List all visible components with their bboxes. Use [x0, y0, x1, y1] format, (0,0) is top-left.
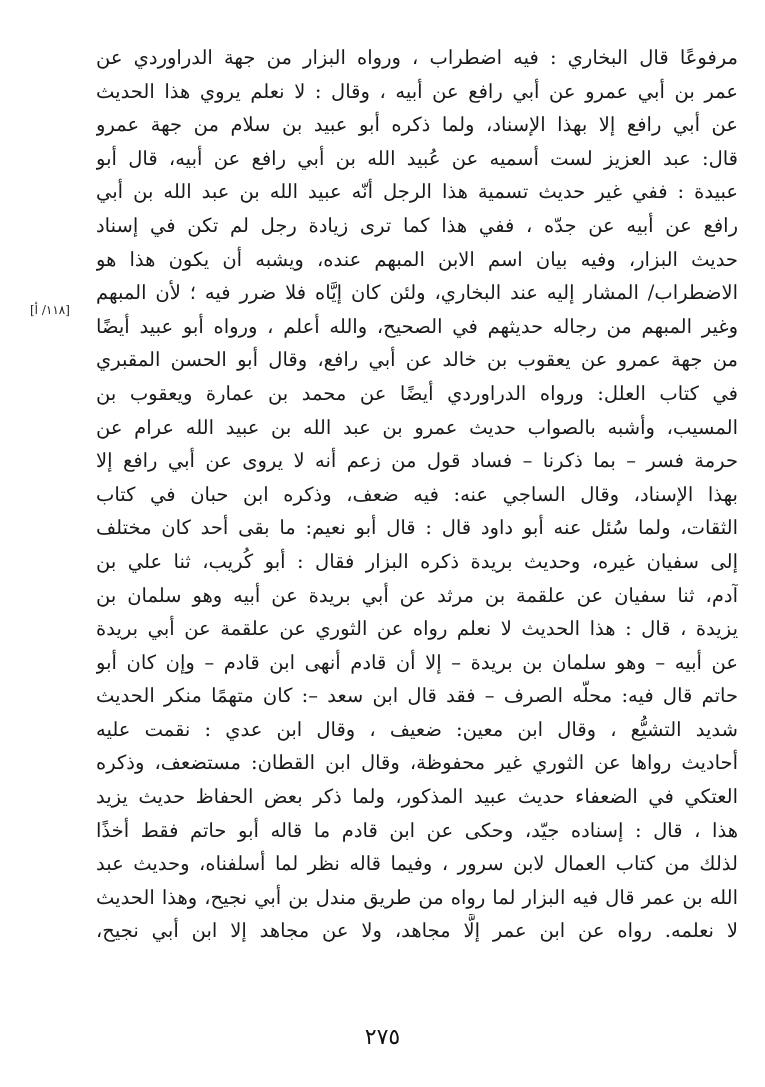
text-line: من جهة عمرو عن يعقوب بن خالد عن أبي رافع، وقال أبو الحسن المقبري — [96, 348, 738, 372]
text-line: لا نعلمه. رواه عن ابن عمر إلَّا مجاهد، ولا عن مجاهد إلا ابن أبي نجيح، — [96, 919, 738, 943]
text-line: شديد التشيُّع ، وقال ابن معين: ضعيف ، وقال ابن عدي : نقمت عليه — [96, 717, 738, 741]
text-line: بهذا الإسناد، وقال الساجي عنه: فيه ضعف، وذكره ابن حبان في كتاب — [96, 482, 738, 506]
text-line: الاضطراب/ المشار إليه عند البخاري، ولئن كان إيَّاه فلا ضرر فيه ؛ لأن المبهم — [96, 281, 738, 305]
text-line: أحاديث رواها عن الثوري غير محفوظة، وقال ابن القطان: مستضعف، وذكره — [96, 751, 738, 775]
text-line: عن أبيه – وهو سلمان بن بريدة – إلا أن قادم أنهى ابن قادم – وإن كان أبو — [96, 650, 738, 674]
text-line: قال: عبد العزيز لست أسميه عن عُبيد الله بن أبي رافع عن أبيه، قال أبو — [96, 146, 738, 170]
manuscript-folio-marker: [١١٨/ أ] — [30, 303, 70, 317]
text-line: هذا ، قال : إسناده جيّد، وحكى عن ابن قادم ما قاله أبو حاتم فقط أخذًا — [96, 818, 738, 842]
text-line: عبيدة : ففي غير حديث تسمية هذا الرجل أنّه عبيد الله بن عبد الله بن أبي — [96, 180, 738, 204]
text-line: الثقات، ولما سُئل عنه أبو داود قال : قال أبو نعيم: ما بقى أحد كان مختلف — [96, 516, 738, 540]
text-line: حديث البزار، وفيه بيان اسم الابن المبهم عنده، ويشبه أن يكون هذا هو — [96, 247, 738, 271]
text-line: لذلك من كتاب العمال لابن سرور ، وفيما قاله نظر لما أسلفناه، وحديث عبد — [96, 852, 738, 876]
text-line: المسيب، وأشبه بالصواب حديث عمرو بن عبد الله بن عبيد الله عرام عن — [96, 415, 738, 439]
text-line: إلى سفيان غيره، وحديث بريدة ذكره البزار فقال : أبو كُريب، ثنا علي بن — [96, 549, 738, 573]
text-line: وغير المبهم من رجاله حديثهم في الصحيح، والله أعلم ، ورواه أبو عبيد أيضًا — [96, 314, 738, 338]
text-line: يزيدة ، قال : هذا الحديث لا نعلم رواه عن الثوري عن علقمة عن أبي بريدة — [96, 617, 738, 641]
text-line: مرفوعًا قال البخاري : فيه اضطراب ، ورواه البزار من جهة الدراوردي عن — [96, 46, 738, 69]
text-line: حاتم قال فيه: محلّه الصرف – فقد قال ابن سعد –: كان متهمًا منكر الحديث — [96, 684, 738, 708]
text-line: حرمة فسر – بما ذكرنا – فساد قول من زعم أنه لا يروى عن أبي رافع إلا — [96, 449, 738, 473]
text-line: رافع عن أبيه عن جدّه ، ففي هذا كما ترى زيادة رجل لم تكن في إسناد — [96, 213, 738, 237]
main-text-block — [96, 41, 738, 948]
text-line: آدم، ثنا سفيان عن علقمة بن مرثد عن أبي بريدة عن أبيه وهو سلمان بن — [96, 583, 738, 607]
text-line: الله بن عمر قال فيه البزار لما رواه من طريق مندل بن أبي نجيح، وهذا الحديث — [96, 885, 738, 909]
text-line: عن أبي رافع إلا بهذا الإسناد، ولما ذكره أبو عبيد بن سلام من جهة عمرو — [96, 113, 738, 137]
text-line: في كتاب العلل: ورواه الدراوردي أيضًا عن محمد بن عمارة ويعقوب بن — [96, 381, 738, 405]
page-number: ٢٧٥ — [364, 1025, 401, 1050]
text-line: العتكي في الضعفاء حديث عبيد المذكور، ولما ذكر بعض الحفاظ حديث يزيد — [96, 785, 738, 809]
text-line: عمر بن أبي عمرو عن أبي رافع عن أبيه ، وقال : لا نعلم يروي هذا الحديث — [96, 79, 738, 103]
